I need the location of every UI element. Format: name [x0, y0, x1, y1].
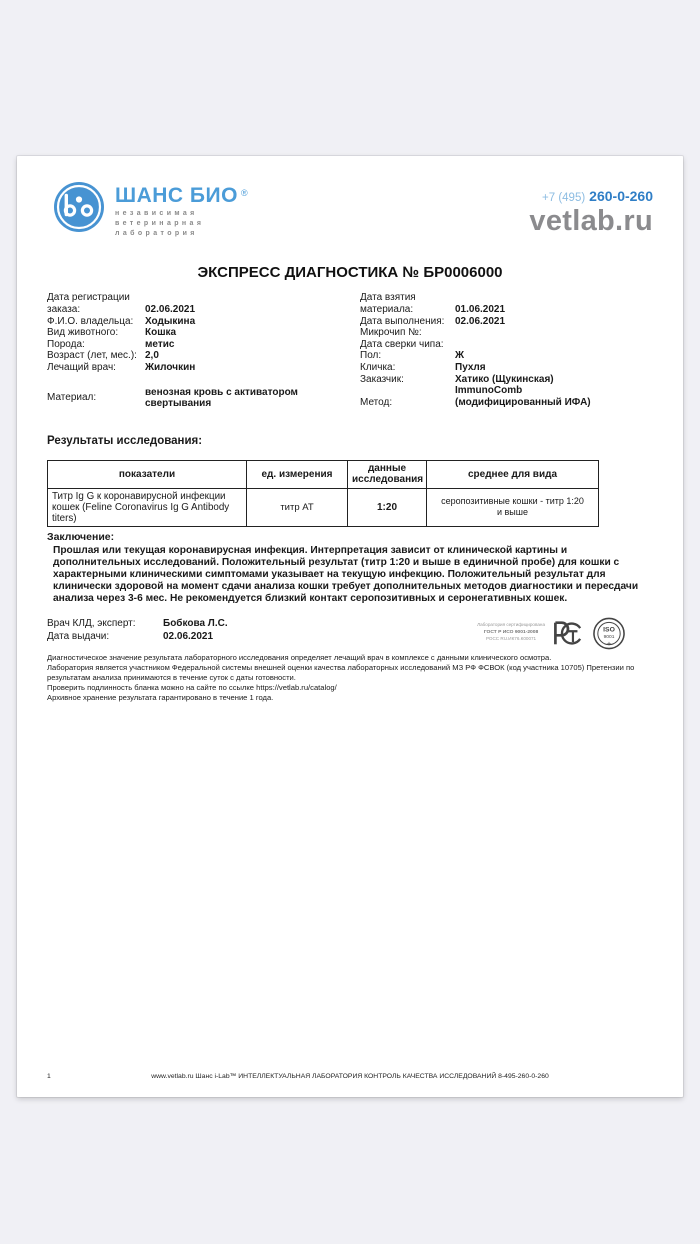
registered-mark: ® — [240, 188, 249, 198]
field-label: Микрочип №: — [360, 327, 422, 339]
cell-indicator: Титр Ig G к коронавирусной инфекции кошек (Feline Coronavirus Ig G Antibody titers) — [48, 488, 247, 526]
svg-text:9001: 9001 — [603, 634, 615, 640]
letterhead — [47, 182, 653, 239]
results-table-header-row — [48, 460, 599, 488]
info-row — [47, 316, 360, 328]
field-value: 2,0 — [145, 350, 159, 362]
disclaimer-line: Диагностическое значение результата лабораторного исследования определяет лечащий врач в комплексе с данными клинического осмотра. — [47, 652, 552, 662]
field-label: Дата сверки чипа: — [360, 338, 444, 350]
field-label: Вид животного: — [47, 327, 119, 339]
field-label: Врач КЛД, эксперт: — [47, 617, 136, 629]
info-row — [360, 339, 653, 351]
field-label: Ф.И.О. владельца: — [47, 315, 134, 327]
field-value: Хатико (Щукинская) — [455, 373, 554, 385]
info-row — [360, 374, 653, 386]
field-value: Кошка — [145, 327, 177, 339]
report-page — [17, 156, 683, 1097]
bio-logo-icon — [54, 182, 104, 232]
field-label: Дата выполнения: — [360, 315, 445, 327]
signoff-fields — [47, 617, 228, 643]
disclaimer-line: Лаборатория является участником Федеральной системы внешней оценки качества лабораторных исследований МЗ РФ ФСВОК (код участника 10705) Претензии по результатам анализа принимаются в течение суток с даты готовности. — [47, 663, 635, 683]
website: vetlab.ru — [529, 204, 653, 237]
brand-block — [54, 182, 248, 239]
brand-tagline — [115, 209, 248, 239]
field-value: 01.06.2021 — [455, 304, 506, 316]
info-column-left — [47, 292, 360, 409]
issue-date-row — [47, 630, 228, 643]
cell-unit: титр АТ — [247, 488, 348, 526]
field-label: Кличка: — [360, 361, 396, 373]
info-row — [360, 362, 653, 374]
footer-text: www.vetlab.ru Шанс i-Lab™ ИНТЕЛЛЕКТУАЛЬНАЯ ЛАБОРАТОРИЯ КОНТРОЛЬ КАЧЕСТВА ИССЛЕДОВАНИЙ 8-495-260-0-260 — [151, 1073, 549, 1080]
svg-text:+: + — [606, 639, 612, 649]
disclaimer-line: Архивное хранение результата гарантировано в течение 1 года. — [47, 693, 274, 703]
patient-info — [47, 292, 653, 409]
disclaimer-line: Проверить подлинность бланка можно на сайте по ссылке https://vetlab.ru/catalog/ — [47, 683, 337, 693]
info-row — [47, 292, 360, 315]
info-row — [360, 350, 653, 362]
info-row — [47, 362, 360, 374]
field-label: Лечащий врач: — [47, 361, 116, 373]
field-value: Ж — [455, 350, 465, 362]
cert-line: ГОСТ Р ИСО 9001-2008 — [483, 629, 539, 635]
page-footer — [17, 1073, 683, 1080]
issue-date: 02.06.2021 — [163, 630, 214, 642]
contact-block — [529, 189, 653, 237]
cert-line: Лаборатория сертифицирована — [477, 621, 545, 627]
results-table-row — [48, 488, 599, 526]
column-header: среднее для вида — [427, 460, 599, 488]
tagline-line: независимая — [115, 210, 198, 217]
field-value: метис — [145, 338, 175, 350]
info-row-method — [360, 385, 653, 408]
phone-prefix: +7 (495) — [542, 192, 586, 204]
field-label: Материал: — [47, 392, 97, 404]
signoff-section — [47, 617, 653, 650]
field-value: Жилочкин — [145, 361, 196, 373]
results-heading: Результаты исследования: — [47, 434, 203, 447]
field-value: 02.06.2021 — [455, 315, 506, 327]
phone-number: +7 (495) 260-0-260 — [542, 188, 653, 204]
column-header: данные исследования — [348, 460, 427, 488]
field-value: 02.06.2021 — [145, 304, 196, 316]
iso-9001-seal-icon — [591, 617, 627, 650]
field-label: Метод: — [360, 396, 393, 408]
field-value: венозная кровь с активатором свертывания — [145, 386, 298, 410]
disclaimer — [47, 653, 641, 703]
tagline-line: лаборатория — [115, 230, 198, 238]
certification-block — [477, 617, 627, 650]
brand-name: ШАНС БИО ® — [115, 184, 249, 207]
info-row-material — [47, 387, 360, 410]
field-label: Пол: — [360, 350, 382, 362]
conclusion-text: Прошлая или текущая коронавирусная инфекция. Интерпретация зависит от клинической картины и дополнительных исследований. Положительный результат (титр 1:20 и выше в единичной пробе) для кошки с характерными клиническими симптомами указывает на текущую инфекцию. Положительный результат для клинически здоровой на момент сдачи анализа кошки требует дополнительных методов диагностики и пересдачи анализа через 3-6 мес. Не рекомендуется близкий контакт серопозитивных и серонегативных кошек. — [53, 544, 639, 604]
results-table — [47, 460, 599, 527]
info-row — [360, 327, 653, 339]
cell-reference: серопозитивные кошки - титр 1:20 и выше — [427, 488, 599, 526]
cert-line: РОСС RU.ИК76.К00071 — [485, 636, 537, 642]
page-number: 1 — [47, 1073, 51, 1080]
conclusion-heading: Заключение: — [47, 530, 115, 543]
field-label: Возраст (лет, мес.): — [47, 350, 137, 362]
column-header: ед. измерения — [247, 460, 348, 488]
certification-text — [477, 622, 545, 643]
cell-result: 1:20 — [348, 488, 427, 526]
report-title: ЭКСПРЕСС ДИАГНОСТИКА № БР0006000 — [197, 264, 503, 282]
field-value: Ходыкина — [145, 315, 196, 327]
doctor-row — [47, 617, 228, 630]
field-value: Пухля — [455, 361, 486, 373]
field-label: Порода: — [47, 338, 85, 350]
info-row — [47, 327, 360, 339]
info-row — [47, 350, 360, 362]
tagline-line: ветеринарная — [115, 220, 205, 228]
field-label: Дата регистрации заказа: — [47, 292, 130, 316]
field-label: Дата выдачи: — [47, 630, 110, 642]
info-row — [360, 316, 653, 328]
brand-text — [115, 182, 248, 239]
field-label: Заказчик: — [360, 373, 404, 385]
doctor-name: Бобкова Л.С. — [163, 617, 228, 629]
field-value: ImmunoComb (модифицированный ИФА) — [455, 385, 591, 408]
info-column-right — [360, 292, 653, 409]
info-row — [360, 292, 653, 315]
column-header: показатели — [48, 460, 247, 488]
info-row — [47, 339, 360, 351]
field-label: Дата взятия материала: — [360, 292, 416, 316]
svg-text:ISO: ISO — [603, 626, 615, 634]
rst-certification-mark-icon — [550, 617, 586, 650]
